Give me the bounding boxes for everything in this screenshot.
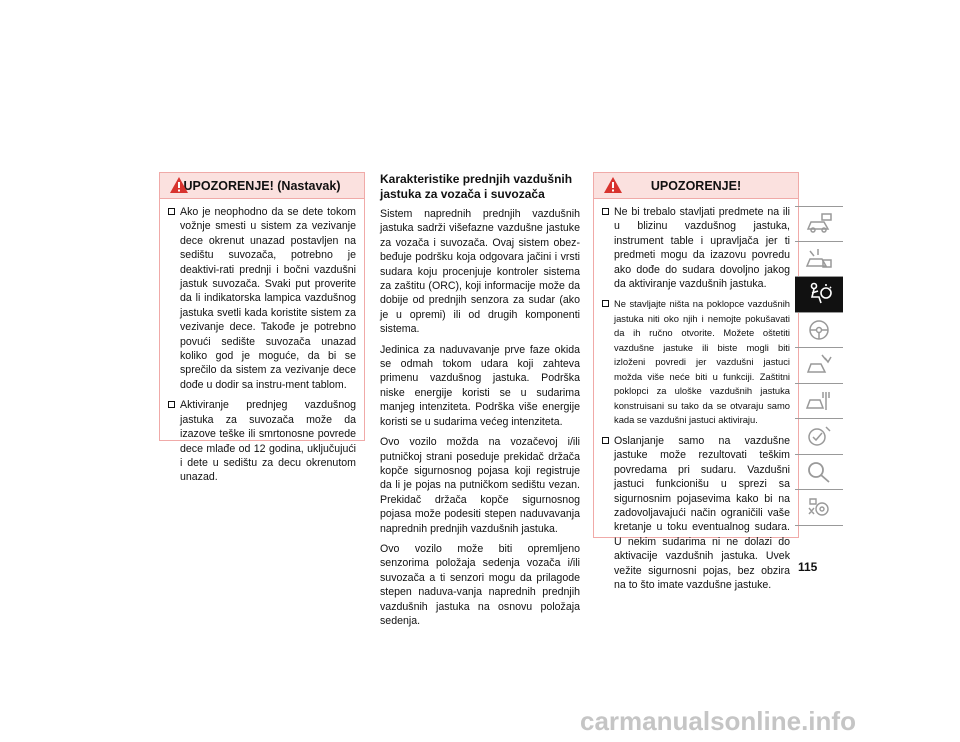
tab-car-dashboard[interactable] xyxy=(795,206,843,242)
tab-airbag-seat[interactable] xyxy=(795,277,843,313)
checkbox-bullet-icon xyxy=(602,437,609,444)
tab-car-tools[interactable] xyxy=(795,384,843,420)
body-paragraph: Sistem naprednih prednjih vazdušnih jastuka sadrži višefazne vazdušne jastuke za vozača i suvozača. Ovaj sistem obez-beđuje podršku koja odgovara jačini i vrsti sudara koju procenjuje kontroler sistema za zaštitu (ORC), koji informacije može da dobije od prednjih senzora za sudar (ako je u opremi) ili od drugih komponenti sistema. xyxy=(380,208,580,336)
warning-box-left xyxy=(159,172,365,484)
car-tools-icon xyxy=(804,388,834,414)
warning-title: UPOZORENJE! xyxy=(650,178,742,193)
watermark: carmanualsonline.info xyxy=(580,706,856,736)
tab-steering-wheel[interactable] xyxy=(795,313,843,349)
checkbox-bullet-icon xyxy=(602,208,609,215)
tab-language-settings[interactable] xyxy=(795,490,843,526)
car-dashboard-icon xyxy=(804,211,834,237)
checkbox-bullet-icon xyxy=(168,208,175,215)
warning-header xyxy=(594,173,798,199)
warning-title: UPOZORENJE! (Nastavak) xyxy=(183,178,341,193)
tab-magnifier[interactable] xyxy=(795,455,843,491)
car-service-icon xyxy=(804,423,834,449)
car-crash-icon xyxy=(804,352,834,378)
warning-header xyxy=(160,173,364,199)
tab-car-warning-lights[interactable] xyxy=(795,242,843,278)
warning-item-text: Ako je neophodno da se dete tokom vožnje smesti u sistem za vezivanje dece okrenut unazad postavljen na sedištu suvozača, potrebno je deaktivi-rati prednji i bočni vazdušni jastuk suvozača. Svaki put proverite da li indikatorska lampica vazdušnog jastuka svetli kada koristite sistem za vezivanje dece. Takođe je potrebno povući sedište suvozača unazad koliko god je moguće, da bi se sprečilo da sistem za vezivanje dece dođe u dodir sa instru-ment tablom. xyxy=(180,206,356,391)
warning-item-text: Ne bi trebalo stavljati predmete na ili u blizinu vazdušnog jastuka, instrument table i upravljača jer ti predmeti mogu da izazovu povredu ako dođe do sudara dovoljno jakog da aktiviranje vazdušnih jastuka. xyxy=(614,206,790,291)
chapter-tabs xyxy=(795,206,843,526)
body-paragraph: Jedinica za naduvavanje prve faze okida se odmah tokom udara koji zahteva primenu vazdušnog jastuka. Podrška niske energije koristi se u sudarima manjeg intenziteta. Podrška više energije koristi se u sudarima većeg intenziteta. xyxy=(380,343,580,428)
body-paragraph: Ovo vozilo može biti opremljeno senzorima položaja sedenja vozača i/ili suvozača a ti senzori mogu da prilagode stepen naduva-vanja naprednih prednjih vazdušnih jastuka na osnovu položaja sedenja. xyxy=(380,542,580,627)
warning-triangle-icon xyxy=(169,176,189,194)
warning-item xyxy=(602,297,790,428)
airbag-seat-icon xyxy=(804,281,834,307)
warning-item-text: Oslanjanje samo na vazdušne jastuke može rezultovati teškim povredama pri sudaru. Vazdušni jastuci funkcionišu u sprezi sa sigurnosnim pojasevima kako bi na zadovoljavajući način ograničili vaše kretanje u toku eventualnog sudara. U nekim sudarima ni ne dolazi do aktivacije vazdušnih jastuka. Uvek vežite sigurnosni pojas, bez obzira na to što imate vazdušne jastuke. xyxy=(614,434,790,591)
warning-item-text: Aktiviranje prednjeg vazdušnog jastuka za suvozača može da izazove teške ili smrtonosne povrede dece mlađe od 12 godina, uključujući i dete u sedištu za decu okrenutom unazad. xyxy=(180,399,356,484)
body-paragraph: Ovo vozilo možda na vozačevoj i/ili putničkoj strani poseduje prekidač držača kopče sigurnosnog pojasa koji registruje da li je pojas na putničkom sedištu vezan. Prekidač držača kopče sigurnosnog pojasa može podesiti stepen naduvavanja naprednih prednjih vazdušnih jastuka. xyxy=(380,436,580,535)
warning-box-right xyxy=(593,172,799,591)
page-number: 115 xyxy=(798,560,818,574)
warning-item xyxy=(168,205,356,392)
warning-triangle-icon xyxy=(603,176,623,194)
warning-item xyxy=(602,434,790,592)
checkbox-bullet-icon xyxy=(168,401,175,408)
middle-column xyxy=(380,172,580,634)
warning-item xyxy=(602,205,790,291)
car-warning-lights-icon xyxy=(804,246,834,272)
checkbox-bullet-icon xyxy=(602,300,609,307)
section-heading: Karakteristike prednjih vazdušnih jastuka za vozača i suvozača xyxy=(380,172,573,201)
magnifier-icon xyxy=(804,459,834,485)
steering-wheel-icon xyxy=(804,317,834,343)
tab-car-service[interactable] xyxy=(795,419,843,455)
language-settings-icon xyxy=(804,494,834,520)
warning-item xyxy=(168,398,356,484)
warning-item-text: Ne stavljajte ništa na poklopce vazdušnih jastuka niti oko njih i nemojte pokušavati da ih ručno otvorite. Možete oštetiti vazdušne jastuke ili biste mogli biti izloženi povredi jer vazdušni jastuci možda više neće biti u funkciji. Zaštitni poklopci za uloške vazdušnih jastuka konstruisani su tako da se otvaraju samo kada se vazdušni jastuci aktiviraju. xyxy=(614,298,790,426)
tab-car-crash[interactable] xyxy=(795,348,843,384)
